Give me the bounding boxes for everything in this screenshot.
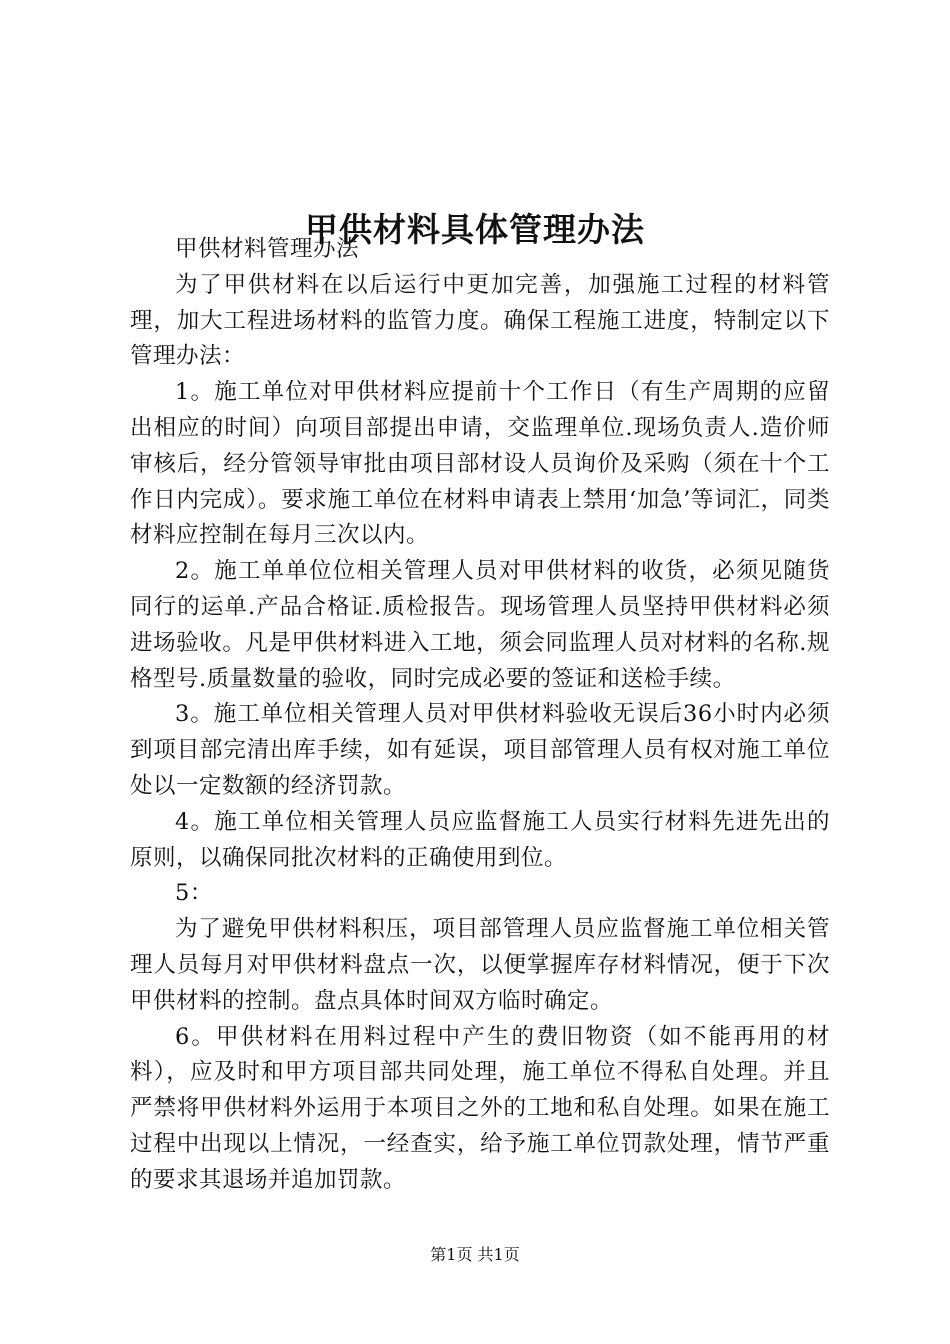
paragraph-item-3: 3。施工单位相关管理人员对甲供材料验收无误后36小时内必须到项目部完清出库手续，如有延误，项目部管理人员有权对施工单位处以一定数额的经济罚款。 bbox=[130, 701, 830, 799]
page-footer: 第1页 共1页 bbox=[430, 1245, 520, 1264]
paragraph-item-2: 2。施工单单位位相关管理人员对甲供材料的收货，必须见随货同行的运单.产品合格证.质检报告。现场管理人员坚持甲供材料必须进场验收。凡是甲供材料进入工地，须会同监理人员对材料的名称.规格型号.质量数量的验收，同时完成必要的签证和送检手续。 bbox=[130, 558, 830, 692]
document-title: 甲供材料具体管理办法 bbox=[305, 210, 645, 250]
paragraph-item-4: 4。施工单位相关管理人员应监督施工人员实行材料先进先出的原则，以确保同批次材料的正确使用到位。 bbox=[130, 808, 830, 871]
paragraph-item-6: 6。甲供材料在用料过程中产生的费旧物资（如不能再用的材料），应及时和甲方项目部共同处理，施工单位不得私自处理。并且严禁将甲供材料外运用于本项目之外的工地和私自处理。如果在施工过程中出现以上情况，一经查实，给予施工单位罚款处理，情节严重的要求其退场并追加罚款。 bbox=[130, 1023, 830, 1193]
paragraph-item-5-heading: 5： bbox=[175, 880, 213, 907]
document-body bbox=[130, 232, 830, 1199]
paragraph-subtitle: 甲供材料管理办法 bbox=[175, 236, 360, 262]
paragraph-item-5: 为了避免甲供材料积压，项目部管理人员应监督施工单位相关管理人员每月对甲供材料盘点一次，以便掌握库存材料情况，便于下次甲供材料的控制。盘点具体时间双方临时确定。 bbox=[130, 916, 830, 1014]
paragraph-intro: 为了甲供材料在以后运行中更加完善，加强施工过程的材料管理，加大工程进场材料的监管力度。确保工程施工进度，特制定以下管理办法： bbox=[130, 271, 830, 370]
paragraph-item-1: 1。施工单位对甲供材料应提前十个工作日（有生产周期的应留出相应的时间）向项目部提出申请，交监理单位.现场负责人.造价师审核后，经分管领导审批由项目部材设人员询价及采购（须在十个工作日内完成）。要求施工单位在材料申请表上禁用‘加急’等词汇，同类材料应控制在每月三次以内。 bbox=[130, 379, 830, 549]
